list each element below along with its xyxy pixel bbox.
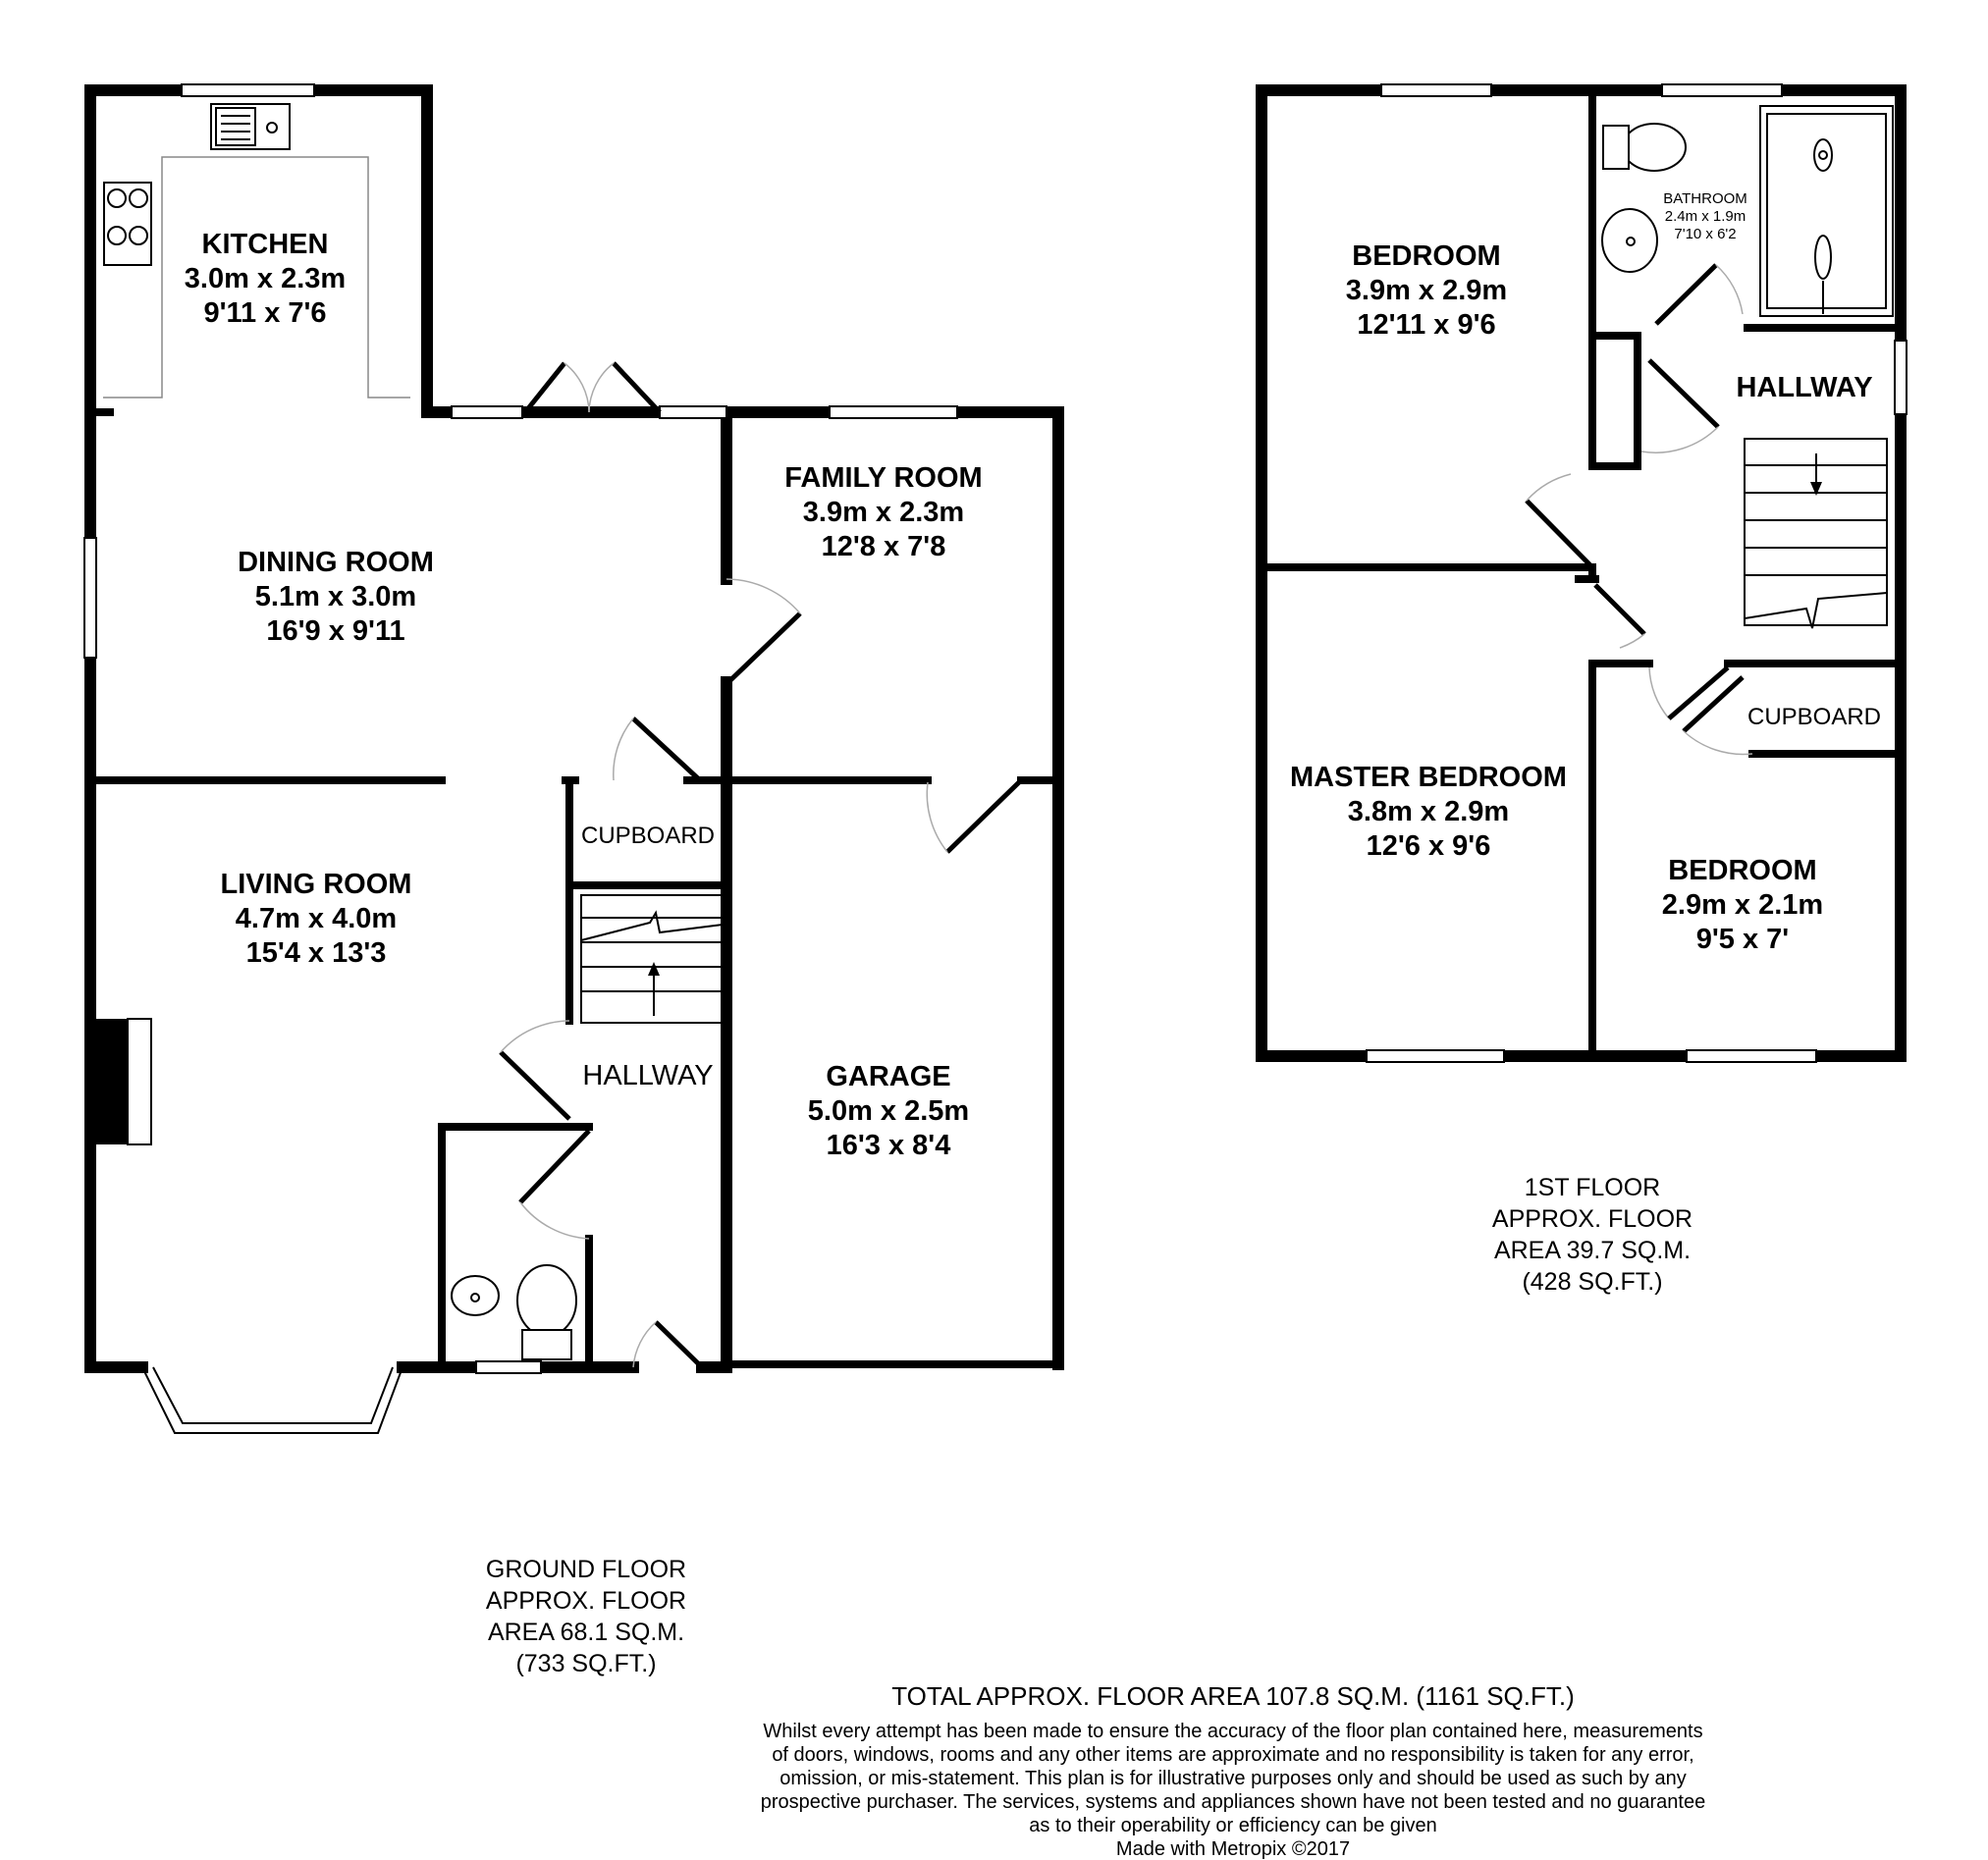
- wc-window: [476, 1361, 541, 1373]
- bedroom-3-window: [1687, 1050, 1816, 1062]
- svg-text:2.9m x 2.1m: 2.9m x 2.1m: [1661, 889, 1824, 921]
- room-label-master-bedroom: [1290, 762, 1567, 862]
- first-floor-stairs: [1745, 439, 1887, 628]
- credit: Made with Metropix ©2017: [1115, 1838, 1351, 1860]
- svg-text:(428 SQ.FT.): (428 SQ.FT.): [1522, 1268, 1663, 1296]
- bathroom-basin: [1602, 209, 1657, 272]
- first-floor-area-note: [1492, 1174, 1692, 1296]
- svg-text:12'11 x 9'6: 12'11 x 9'6: [1357, 309, 1496, 341]
- svg-text:7'10 x 6'2: 7'10 x 6'2: [1674, 226, 1737, 242]
- svg-text:9'11 x 7'6: 9'11 x 7'6: [203, 297, 327, 329]
- room-label-kitchen: [185, 229, 346, 329]
- svg-text:(733 SQ.FT.): (733 SQ.FT.): [515, 1650, 657, 1677]
- kitchen-sink: [211, 104, 290, 149]
- dining-window-top-right: [660, 406, 726, 418]
- ground-floor-stairs: [581, 895, 723, 1023]
- bathroom-toilet: [1623, 124, 1686, 171]
- svg-text:12'8 x 7'8: 12'8 x 7'8: [821, 531, 946, 562]
- room-label-bedroom-3: [1662, 855, 1823, 955]
- bathroom-shower: [1760, 106, 1893, 316]
- room-label-living-room: [221, 869, 412, 969]
- bathroom-window: [1662, 84, 1782, 96]
- bedroom-window-top: [1381, 84, 1491, 96]
- kitchen-hob: [104, 183, 151, 265]
- room-label-family-room: [784, 462, 982, 562]
- svg-text:15'4 x 13'3: 15'4 x 13'3: [245, 937, 387, 969]
- svg-text:MASTER BEDROOM: MASTER BEDROOM: [1290, 762, 1567, 793]
- family-room-window: [830, 406, 957, 418]
- footer: [761, 1681, 1705, 1860]
- room-label-bedroom-1: [1346, 240, 1507, 341]
- svg-text:5.1m x 3.0m: 5.1m x 3.0m: [254, 581, 417, 612]
- kitchen-window: [182, 84, 314, 96]
- svg-text:3.9m x 2.9m: 3.9m x 2.9m: [1345, 275, 1508, 306]
- room-label-bathroom: [1663, 190, 1747, 242]
- wc-toilet: [517, 1265, 576, 1336]
- svg-text:3.8m x 2.9m: 3.8m x 2.9m: [1347, 796, 1510, 827]
- hallway-label-first: HALLWAY: [1736, 372, 1873, 403]
- svg-text:3.0m x 2.3m: 3.0m x 2.3m: [184, 263, 347, 294]
- svg-text:3.9m x 2.3m: 3.9m x 2.3m: [802, 497, 965, 528]
- svg-text:GARAGE: GARAGE: [826, 1061, 951, 1092]
- disclaimer-line: of doors, windows, rooms and any other items are approximate and no responsibility is taken for any error,: [772, 1744, 1694, 1766]
- svg-text:FAMILY ROOM: FAMILY ROOM: [784, 462, 983, 494]
- wc-basin: [452, 1276, 499, 1315]
- svg-text:APPROX. FLOOR: APPROX. FLOOR: [485, 1587, 687, 1615]
- svg-text:16'9 x 9'11: 16'9 x 9'11: [266, 615, 405, 647]
- svg-text:AREA 39.7 SQ.M.: AREA 39.7 SQ.M.: [1493, 1237, 1692, 1264]
- svg-text:5.0m x 2.5m: 5.0m x 2.5m: [807, 1095, 970, 1127]
- svg-text:GROUND FLOOR: GROUND FLOOR: [485, 1556, 687, 1583]
- svg-text:DINING ROOM: DINING ROOM: [238, 547, 434, 578]
- svg-text:APPROX. FLOOR: APPROX. FLOOR: [1491, 1205, 1693, 1233]
- disclaimer-line: omission, or mis-statement. This plan is for illustrative purposes only and should be used as such by any: [779, 1768, 1687, 1789]
- ground-floor-area-note: [486, 1556, 686, 1677]
- svg-text:4.7m x 4.0m: 4.7m x 4.0m: [235, 903, 398, 934]
- svg-text:16'3 x 8'4: 16'3 x 8'4: [826, 1130, 951, 1161]
- ground-floor-plan: [84, 84, 1058, 1677]
- first-floor-plan: [1262, 84, 1907, 1296]
- svg-text:2.4m x 1.9m: 2.4m x 1.9m: [1664, 208, 1746, 225]
- disclaimer-line: Whilst every attempt has been made to ensure the accuracy of the floor plan contained here, measurements: [763, 1721, 1703, 1742]
- hallway-window: [1895, 341, 1907, 414]
- hallway-label-ground: HALLWAY: [582, 1060, 714, 1091]
- disclaimer-line: as to their operability or efficiency can be given: [1029, 1815, 1437, 1836]
- disclaimer-line: prospective purchaser. The services, systems and appliances shown have not been tested and no guarantee: [760, 1791, 1706, 1813]
- fireplace: [96, 1019, 151, 1144]
- total-area: TOTAL APPROX. FLOOR AREA 107.8 SQ.M. (1161 SQ.FT.): [891, 1681, 1575, 1711]
- svg-text:9'5 x 7': 9'5 x 7': [1695, 924, 1790, 955]
- svg-text:BEDROOM: BEDROOM: [1352, 240, 1501, 272]
- dining-window-left: [84, 538, 96, 658]
- master-bedroom-window: [1367, 1050, 1504, 1062]
- svg-text:BEDROOM: BEDROOM: [1668, 855, 1817, 886]
- svg-text:AREA 68.1 SQ.M.: AREA 68.1 SQ.M.: [487, 1619, 685, 1646]
- cupboard-label-ground: CUPBOARD: [580, 823, 716, 849]
- svg-text:BATHROOM: BATHROOM: [1663, 190, 1747, 207]
- cupboard-label-first: CUPBOARD: [1746, 704, 1882, 730]
- svg-text:KITCHEN: KITCHEN: [201, 229, 329, 260]
- svg-text:LIVING ROOM: LIVING ROOM: [220, 869, 412, 900]
- bathroom-fixtures: [1602, 106, 1893, 316]
- wc-fixtures: [452, 1265, 576, 1359]
- svg-text:1ST FLOOR: 1ST FLOOR: [1524, 1174, 1661, 1201]
- room-label-dining-room: [238, 547, 434, 647]
- room-label-garage: [808, 1061, 969, 1161]
- svg-text:12'6 x 9'6: 12'6 x 9'6: [1366, 830, 1491, 862]
- dining-window-top-left: [452, 406, 522, 418]
